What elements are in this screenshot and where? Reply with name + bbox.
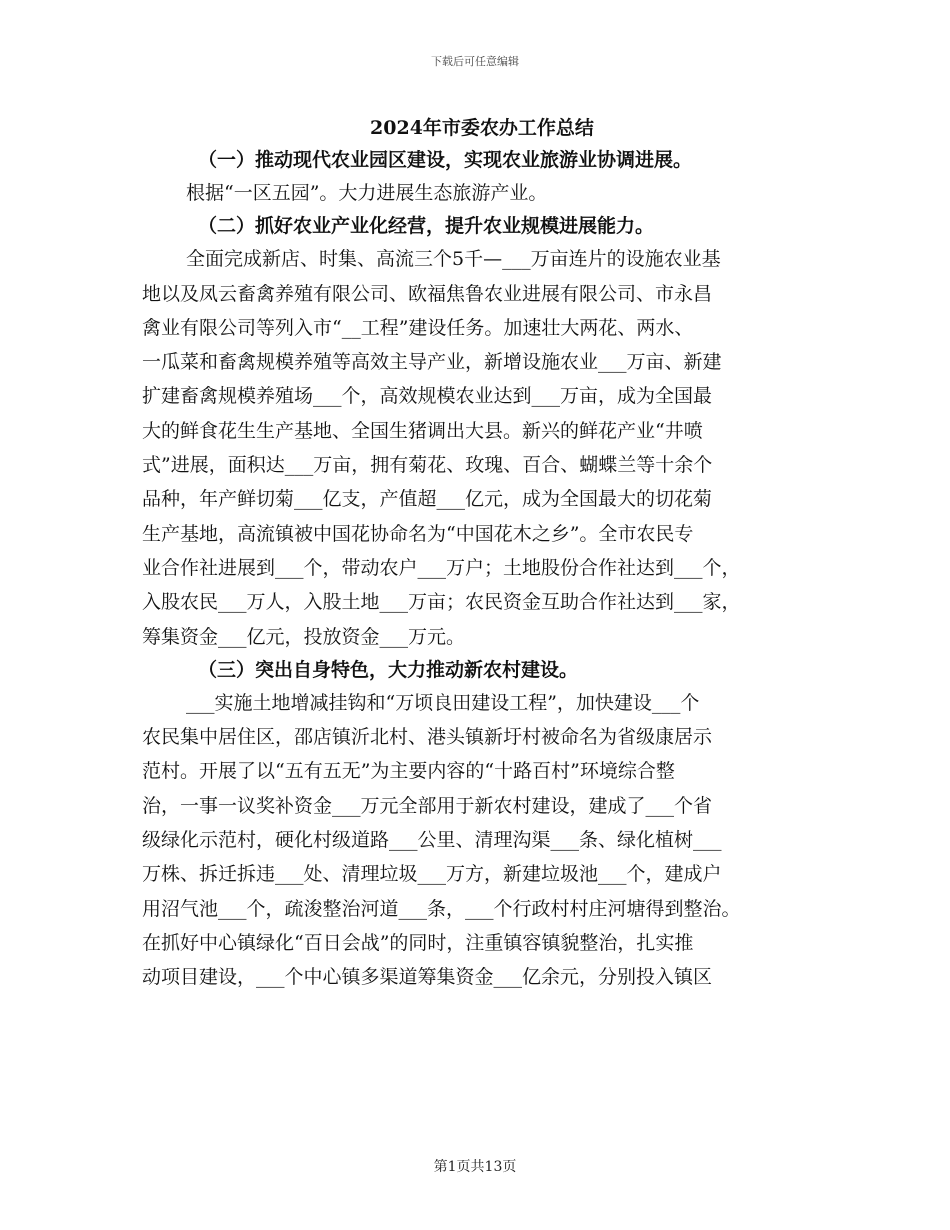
paragraph-line: 入股农民___万人，入股土地___万亩；农民资金互助合作社达到___家， (142, 591, 741, 614)
section-3 (142, 654, 822, 995)
paragraph-line: 用沼气池___个，疏浚整治河道___条，___个行政村村庄河塘得到整治。 (142, 897, 741, 920)
section-paragraph (142, 242, 822, 654)
paragraph-line: 式”进展，面积达___万亩，拥有菊花、玫瑰、百合、蝴蝶兰等十余个 (142, 454, 713, 477)
header-note: 下载后可任意编辑 (431, 55, 519, 68)
paragraph-line: 农民集中居住区，邵店镇沂北村、港头镇新圩村被命名为省级康居示 (142, 726, 713, 749)
paragraph-line: 根据“一区五园”。大力进展生态旅游产业。 (186, 182, 548, 204)
paragraph-line: 生产基地，高流镇被中国花协命名为“中国花木之乡”。全市农民专 (142, 522, 694, 545)
paragraph-line: 范村。开展了以“五有五无”为主要内容的“十路百村”环境综合整 (142, 760, 675, 783)
paragraph-line: 一瓜菜和畜禽规模养殖等高效主导产业，新增设施农业___万亩、新建 (142, 351, 722, 374)
paragraph-line: 品种，年产鲜切菊___亿支，产值超___亿元，成为全国最大的切花菊 (142, 488, 713, 511)
section-1 (142, 144, 822, 210)
paragraph-line: 全面完成新店、时集、高流三个5千—___万亩连片的设施农业基 (186, 248, 721, 271)
paragraph-line: 业合作社进展到___个，带动农户___万户；土地股份合作社达到___个， (142, 556, 741, 579)
paragraph-line: 扩建畜禽规模养殖场___个，高效规模农业达到___万亩，成为全国最 (142, 385, 713, 408)
paragraph-line: 在抓好中心镇绿化“百日会战”的同时，注重镇容镇貌整治，扎实推 (142, 931, 694, 954)
paragraph-line: ___实施土地增减挂钩和“万顷良田建设工程”，加快建设___个 (186, 691, 700, 714)
paragraph-line: 万株、拆迁拆违___处、清理垃圾___万方，新建垃圾池___个，建成户 (142, 863, 722, 886)
section-heading: （一）推动现代农业园区建设，实现农业旅游业协调进展。 (198, 149, 693, 171)
section-2 (142, 210, 822, 654)
section-heading: （二）抓好农业产业化经营，提升农业规模进展能力。 (198, 215, 655, 238)
section-heading: （三）突出自身特色，大力推动新农村建设。 (198, 658, 579, 681)
page-number: 第1页共13页 (433, 1159, 517, 1175)
section-paragraph (142, 176, 822, 210)
paragraph-line: 地以及凤云畜禽养殖有限公司、欧福焦鲁农业进展有限公司、市永昌 (142, 282, 713, 305)
paragraph-line: 禽业有限公司等列入市“__工程”建设任务。加速壮大两花、两水、 (142, 316, 694, 339)
paragraph-line: 大的鲜食花生生产基地、全国生猪调出大县。新兴的鲜花产业“井喷 (142, 419, 703, 442)
section-paragraph (142, 686, 822, 995)
paragraph-line: 筹集资金___亿元，投放资金___万元。 (142, 625, 466, 648)
document-body (142, 112, 822, 995)
paragraph-line: 级绿化示范村，硬化村级道路___公里、清理沟渠___条、绿化植树___ (142, 829, 722, 852)
paragraph-line: 治，一事一议奖补资金___万元全部用于新农村建设，建成了___个省 (142, 794, 713, 817)
document-title: 2024年市委农办工作总结 (370, 117, 594, 139)
paragraph-line: 动项目建设，___个中心镇多渠道筹集资金___亿余元，分别投入镇区 (142, 966, 713, 989)
